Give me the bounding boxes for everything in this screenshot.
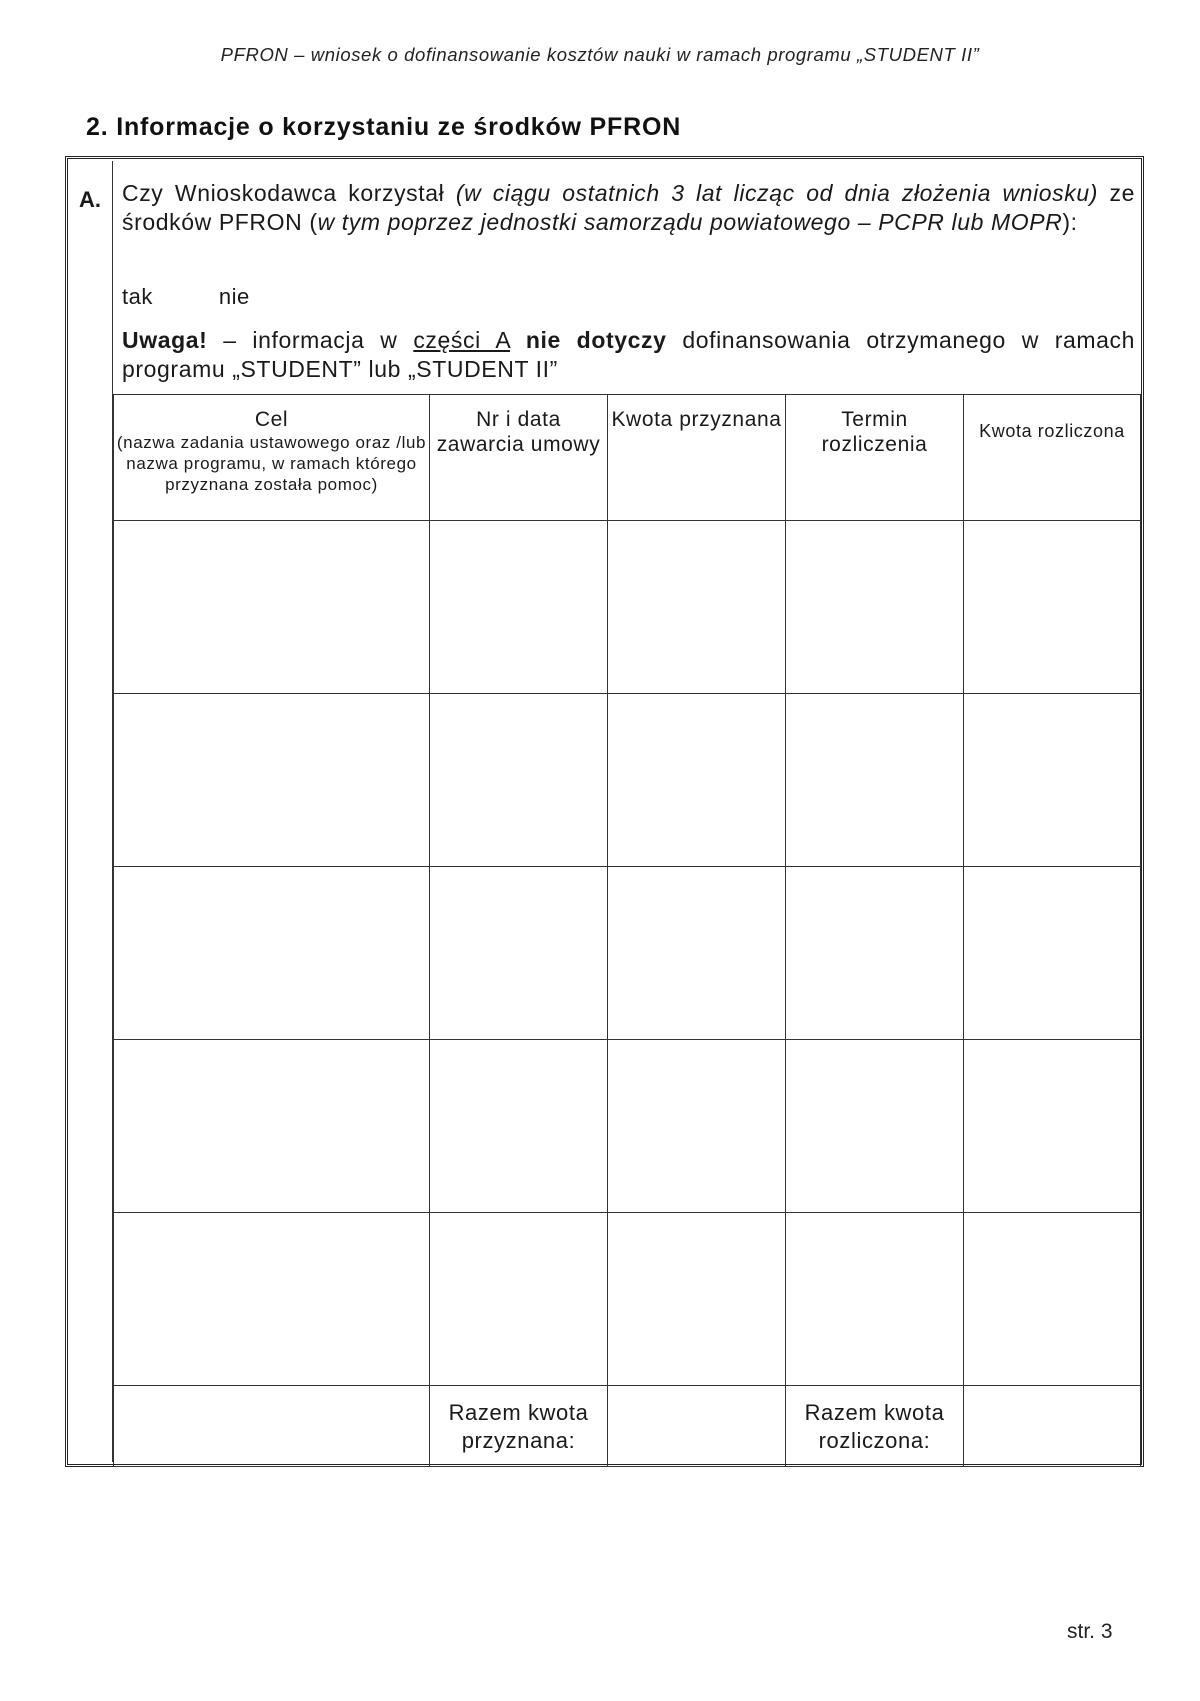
cell-granted[interactable] xyxy=(608,1213,786,1386)
section-title: 2. Informacje o korzystaniu ze środków PFRON xyxy=(86,113,682,141)
note-uwaga: Uwaga! xyxy=(122,327,208,353)
question-part-2: (w ciągu ostatnich 3 lat licząc od dnia złożenia wniosku) xyxy=(455,180,1099,206)
cell-settled[interactable] xyxy=(964,521,1141,694)
cell-settlement-date[interactable] xyxy=(786,694,964,867)
col-header-settlement-label: Termin rozliczenia xyxy=(821,408,928,456)
cell-granted[interactable] xyxy=(608,521,786,694)
summary-granted-label: Razem kwota przyznana: xyxy=(448,1400,589,1453)
table-row xyxy=(114,1040,1141,1213)
col-header-settled-label: Kwota rozliczona xyxy=(979,421,1125,441)
page-number: str. 3 xyxy=(1067,1620,1113,1643)
cell-cel[interactable] xyxy=(114,521,430,694)
summary-granted-label-cell xyxy=(430,1386,608,1467)
col-header-settlement-date xyxy=(786,395,964,521)
cell-agreement[interactable] xyxy=(430,1213,608,1386)
summary-settled-label-cell xyxy=(786,1386,964,1467)
cell-agreement[interactable] xyxy=(430,1040,608,1213)
note-part-2 xyxy=(510,327,526,353)
col-header-settled-amount xyxy=(964,395,1141,521)
table-summary-row xyxy=(114,1386,1141,1467)
cell-settled[interactable] xyxy=(964,694,1141,867)
cell-granted[interactable] xyxy=(608,867,786,1040)
cell-granted[interactable] xyxy=(608,1040,786,1213)
cell-granted[interactable] xyxy=(608,694,786,867)
note-bold: nie dotyczy xyxy=(525,327,667,353)
cell-cel[interactable] xyxy=(114,1040,430,1213)
question-part-4: w tym poprzez jednostki samorządu powiatowego – PCPR lub MOPR xyxy=(317,209,1063,235)
cell-settled[interactable] xyxy=(964,1040,1141,1213)
question-part-3: ze środków PFRON ( xyxy=(122,180,1135,235)
cell-settled[interactable] xyxy=(964,867,1141,1040)
col-header-cel xyxy=(114,395,430,521)
cell-agreement[interactable] xyxy=(430,521,608,694)
cell-cel[interactable] xyxy=(114,1213,430,1386)
cell-cel[interactable] xyxy=(114,694,430,867)
cell-settlement-date[interactable] xyxy=(786,1040,964,1213)
table-header-row xyxy=(114,395,1141,521)
col-header-agreement xyxy=(430,395,608,521)
table-row xyxy=(114,1213,1141,1386)
note-part-a-ref: części A xyxy=(413,327,511,353)
table-row xyxy=(114,521,1141,694)
part-a-letter: A. xyxy=(79,187,101,212)
summary-settled-label: Razem kwota rozliczona: xyxy=(804,1400,945,1453)
note-part-3: dofinansowania otrzymanego w ramach programu „STUDENT” lub „STUDENT II” xyxy=(122,327,1136,382)
cell-agreement[interactable] xyxy=(430,694,608,867)
cell-settlement-date[interactable] xyxy=(786,521,964,694)
table-row xyxy=(114,867,1141,1040)
cell-settled[interactable] xyxy=(964,1213,1141,1386)
cell-settlement-date[interactable] xyxy=(786,867,964,1040)
col-header-cel-title: Cel xyxy=(254,408,289,431)
table-row xyxy=(114,694,1141,867)
option-yes[interactable]: tak xyxy=(122,284,153,309)
note-part-1: – informacja w xyxy=(207,327,414,353)
summary-granted-value[interactable] xyxy=(608,1386,786,1467)
col-header-cel-note: (nazwa zadania ustawowego oraz /lub nazwa programu, w ramach którego przyznana została pomoc) xyxy=(116,433,427,494)
note-text xyxy=(122,326,1135,384)
question-text xyxy=(122,179,1135,237)
summary-settled-value[interactable] xyxy=(964,1386,1141,1467)
cell-settlement-date[interactable] xyxy=(786,1213,964,1386)
col-header-granted-label: Kwota przyznana xyxy=(611,408,782,431)
cell-cel[interactable] xyxy=(114,867,430,1040)
cell-agreement[interactable] xyxy=(430,867,608,1040)
part-letter-column xyxy=(70,161,113,1462)
option-no[interactable]: nie xyxy=(218,284,250,309)
col-header-agreement-label: Nr i data zawarcia umowy xyxy=(436,408,601,456)
running-header: PFRON – wniosek o dofinansowanie kosztów nauki w ramach programu „STUDENT II” xyxy=(220,44,980,65)
summary-blank-cell xyxy=(114,1386,430,1467)
answer-options xyxy=(122,284,250,310)
question-part-1: Czy Wnioskodawca korzystał xyxy=(122,180,456,206)
question-part-5: ): xyxy=(1062,209,1078,235)
col-header-granted-amount xyxy=(608,395,786,521)
grants-table xyxy=(113,394,1141,1467)
